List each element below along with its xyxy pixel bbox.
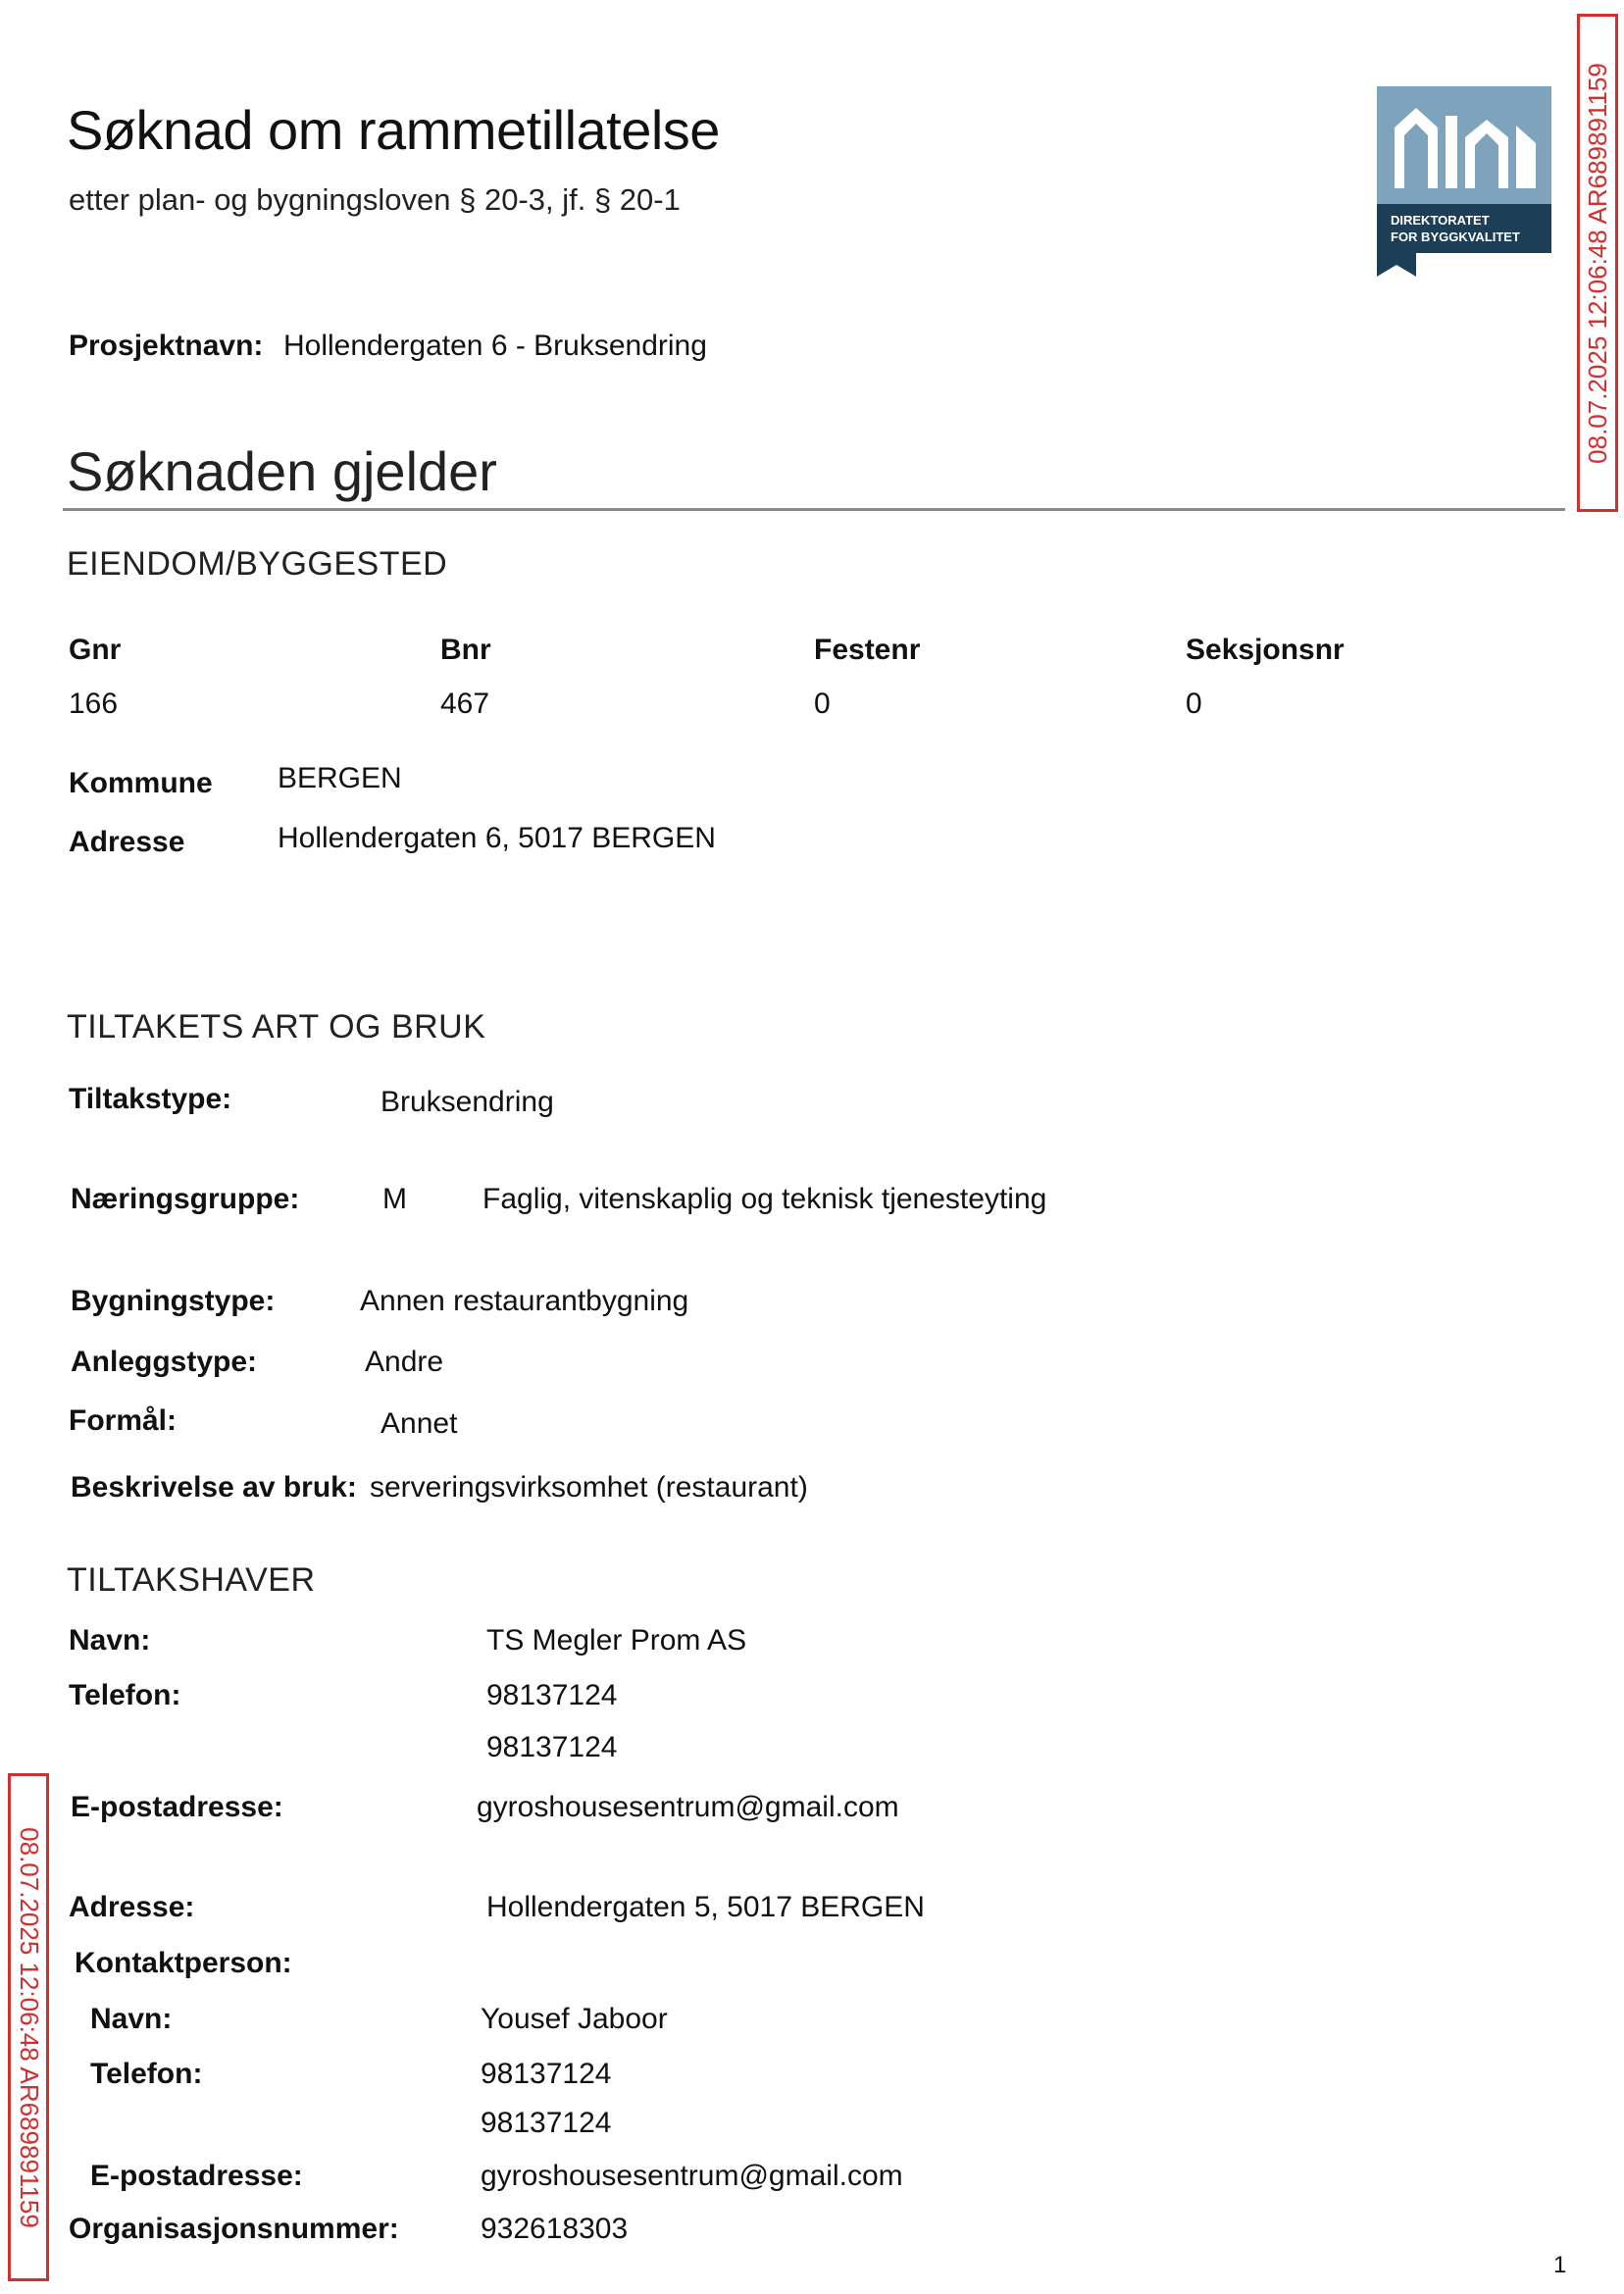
kommune-value: BERGEN (278, 762, 402, 794)
tiltakshaver-epost-label: E-postadresse: (71, 1791, 283, 1823)
project-name-label: Prosjektnavn: (69, 330, 264, 362)
festenr-value: 0 (814, 688, 831, 720)
tiltakshaver-heading: TILTAKSHAVER (67, 1561, 316, 1599)
beskrivelse-label: Beskrivelse av bruk: (71, 1471, 357, 1504)
orgnr-value: 932618303 (481, 2213, 629, 2245)
naeringsgruppe-code: M (382, 1183, 407, 1215)
anleggstype-label: Anleggstype: (71, 1346, 258, 1378)
kontakt-epost-label: E-postadresse: (90, 2160, 303, 2192)
anleggstype-value: Andre (365, 1346, 444, 1378)
kommune-label: Kommune (69, 767, 213, 799)
kontakt-telefon-value: 98137124 (481, 2058, 612, 2090)
tiltakshaver-adresse-label: Adresse: (69, 1891, 195, 1923)
section-title: Søknaden gjelder (67, 440, 497, 502)
logo-text-line2: FOR BYGGKVALITET (1391, 229, 1520, 244)
formal-label: Formål: (69, 1404, 178, 1437)
receipt-stamp-text: 08.07.2025 12:06:48 AR689891159 (14, 1826, 44, 2228)
kontakt-navn-label: Navn: (90, 2003, 173, 2035)
formal-value: Annet (381, 1407, 458, 1440)
adresse-label: Adresse (69, 826, 185, 858)
tiltak-heading: TILTAKETS ART OG BRUK (67, 1008, 486, 1045)
tiltakshaver-telefon-value-2: 98137124 (486, 1731, 618, 1763)
tiltakshaver-telefon-label: Telefon: (69, 1679, 181, 1711)
dibk-logo-graphic (1377, 86, 1551, 277)
kontaktperson-label: Kontaktperson: (75, 1947, 292, 1979)
seksjonsnr-label: Seksjonsnr (1186, 634, 1345, 666)
kontakt-telefon-value-2: 98137124 (481, 2107, 612, 2139)
receipt-stamp-bottom (8, 1773, 49, 2281)
page-number: 1 (1553, 2252, 1567, 2278)
naeringsgruppe-value: Faglig, vitenskaplig og teknisk tjenesteyting (482, 1183, 1047, 1215)
tiltakshaver-epost-value: gyroshousesentrum@gmail.com (477, 1791, 899, 1823)
tiltakstype-label: Tiltakstype: (69, 1083, 232, 1115)
adresse-value: Hollendergaten 6, 5017 BERGEN (278, 822, 716, 854)
bnr-value: 467 (440, 688, 490, 720)
bygningstype-label: Bygningstype: (71, 1285, 276, 1317)
tiltakshaver-navn-label: Navn: (69, 1624, 151, 1657)
eiendom-heading: EIENDOM/BYGGESTED (67, 545, 448, 583)
tiltakshaver-navn-value: TS Megler Prom AS (486, 1624, 747, 1657)
dibk-logo (1377, 86, 1551, 277)
logo-text-line1: DIREKTORATET (1391, 213, 1490, 228)
kontakt-epost-value: gyroshousesentrum@gmail.com (481, 2160, 903, 2192)
receipt-stamp-text: 08.07.2025 12:06:48 AR689891159 (1582, 62, 1612, 464)
orgnr-label: Organisasjonsnummer: (69, 2213, 399, 2245)
kontakt-telefon-label: Telefon: (90, 2058, 203, 2090)
section-divider (63, 508, 1565, 511)
gnr-label: Gnr (69, 634, 122, 666)
tiltakshaver-telefon-value: 98137124 (486, 1679, 618, 1711)
tiltakshaver-adresse-value: Hollendergaten 5, 5017 BERGEN (486, 1891, 925, 1923)
kontakt-navn-value: Yousef Jaboor (481, 2003, 668, 2035)
bygningstype-value: Annen restaurantbygning (360, 1285, 689, 1317)
beskrivelse-value: serveringsvirksomhet (restaurant) (370, 1471, 808, 1504)
receipt-stamp-top (1577, 14, 1618, 512)
bnr-label: Bnr (440, 634, 491, 666)
seksjonsnr-value: 0 (1186, 688, 1202, 720)
festenr-label: Festenr (814, 634, 921, 666)
project-name-value: Hollendergaten 6 - Bruksendring (283, 330, 707, 362)
tiltakstype-value: Bruksendring (381, 1086, 554, 1118)
document-subtitle: etter plan- og bygningsloven § 20-3, jf. § 20-1 (69, 182, 681, 217)
document-title: Søknad om rammetillatelse (67, 99, 720, 161)
gnr-value: 166 (69, 688, 119, 720)
naeringsgruppe-label: Næringsgruppe: (71, 1183, 300, 1215)
